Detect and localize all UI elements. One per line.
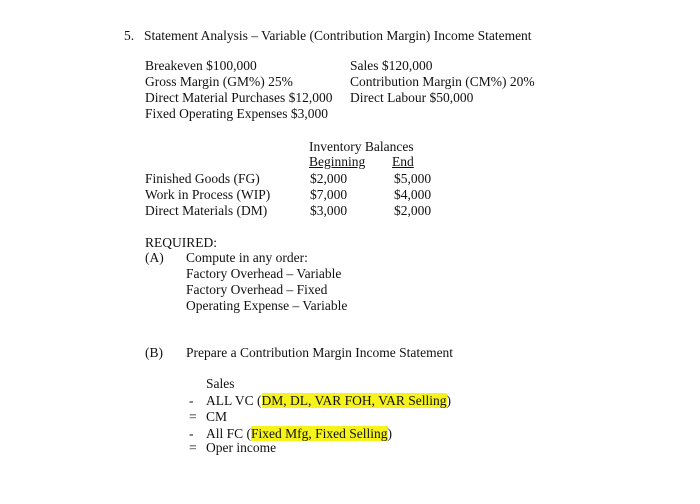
- statement-sales: Sales: [206, 376, 235, 391]
- inventory-row-beginning: $7,000: [310, 187, 348, 202]
- inventory-row-beginning: $2,000: [310, 171, 348, 186]
- dm-purchases-value: Direct Material Purchases $12,000: [145, 90, 333, 105]
- statement-oper-income: Oper income: [206, 440, 277, 455]
- statement-oi-sign: =: [189, 440, 197, 455]
- part-b-label: (B): [145, 345, 163, 360]
- statement-fc-sign: -: [189, 426, 194, 441]
- direct-labour-value: Direct Labour $50,000: [350, 90, 474, 105]
- inventory-row-label: Work in Process (WIP): [145, 187, 271, 202]
- statement-cm: CM: [206, 409, 228, 424]
- sales-value: Sales $120,000: [350, 58, 433, 73]
- contribution-margin-value: Contribution Margin (CM%) 20%: [350, 74, 535, 89]
- part-b-text: Prepare a Contribution Margin Income Statement: [186, 345, 454, 360]
- inventory-row-beginning: $3,000: [310, 203, 348, 218]
- statement-fc-label: All FC (: [206, 426, 252, 441]
- question-number: 5.: [124, 28, 135, 43]
- statement-fc-highlight: Fixed Mfg, Fixed Selling: [251, 426, 388, 441]
- statement-cm-sign: =: [189, 409, 197, 424]
- inventory-title: Inventory Balances: [309, 139, 414, 154]
- inventory-row-label: Direct Materials (DM): [145, 203, 268, 218]
- required-heading: REQUIRED:: [145, 235, 217, 250]
- statement-vc-label: ALL VC (: [206, 393, 262, 408]
- breakeven-value: Breakeven $100,000: [145, 58, 257, 73]
- inventory-row-label: Finished Goods (FG): [145, 171, 260, 186]
- part-a-item: Factory Overhead – Variable: [186, 266, 342, 281]
- inventory-row-end: $2,000: [394, 203, 432, 218]
- fixed-opex-value: Fixed Operating Expenses $3,000: [145, 106, 328, 121]
- statement-vc-line: [206, 393, 451, 409]
- statement-fc-close: ): [387, 426, 393, 441]
- question-title: Statement Analysis – Variable (Contribution Margin) Income Statement: [144, 28, 532, 43]
- statement-vc-close: ): [446, 393, 452, 408]
- statement-vc-sign: -: [189, 393, 194, 408]
- part-a-intro: Compute in any order:: [186, 250, 308, 265]
- inventory-row-end: $4,000: [394, 187, 432, 202]
- part-a-item: Operating Expense – Variable: [186, 298, 348, 313]
- gross-margin-value: Gross Margin (GM%) 25%: [145, 74, 293, 89]
- inventory-col-beginning: Beginning: [309, 154, 366, 169]
- part-a-item: Factory Overhead – Fixed: [186, 282, 328, 297]
- inventory-row-end: $5,000: [394, 171, 432, 186]
- inventory-col-end: End: [392, 154, 414, 169]
- statement-vc-highlight: DM, DL, VAR FOH, VAR Selling: [261, 393, 447, 408]
- part-a-label: (A): [145, 250, 164, 265]
